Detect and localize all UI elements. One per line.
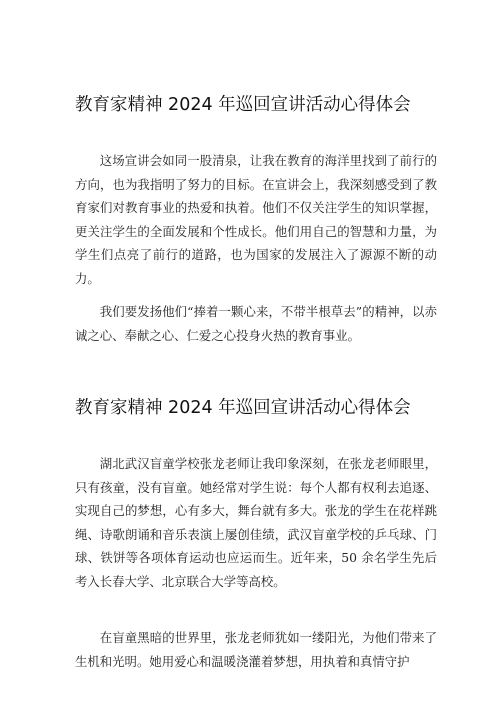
article-title: 教育家精神 2024 年巡回宣讲活动心得体会 [75, 398, 411, 418]
article-title: 教育家精神 2024 年巡回宣讲活动心得体会 [75, 95, 411, 115]
body-paragraph: 在盲童黑暗的世界里，张龙老师犹如一缕阳光，为他们带来了生机和光明。她用爱心和温暖浇灌着梦想，用执着和真情守护 [75, 630, 437, 669]
body-paragraph: 这场宣讲会如同一股清泉，让我在教育的海洋里找到了前行的方向，也为我指明了努力的目标。在宣讲会上，我深刻感受到了教育家们对教育事业的热爱和执着。他们不仅关注学生的知识掌握，更关注学生的全面发展和个性成长。他们用自己的智慧和力量，为学生们点亮了前行的道路，也为国家的发展注入了源源不断的动力。 [75, 153, 437, 286]
body-paragraph: 湖北武汉盲童学校张龙老师让我印象深刻，在张龙老师眼里，只有孩童，没有盲童。她经常对学生说：每个人都有权利去追逐、实现自己的梦想，心有多大，舞台就有多大。张龙的学生在花样跳绳、诗歌朗诵和音乐表演上屡创佳绩，武汉盲童学校的乒乓球、门球、铁饼等各项体育运动也应运而生。近年来，50 余名学生先后考入长春大学、北京联合大学等高校。 [75, 456, 437, 589]
body-paragraph: 我们要发扬他们“捧着一颗心来，不带半根草去”的精神，以赤诚之心、奉献之心、仁爱之心投身火热的教育事业。 [75, 304, 437, 343]
